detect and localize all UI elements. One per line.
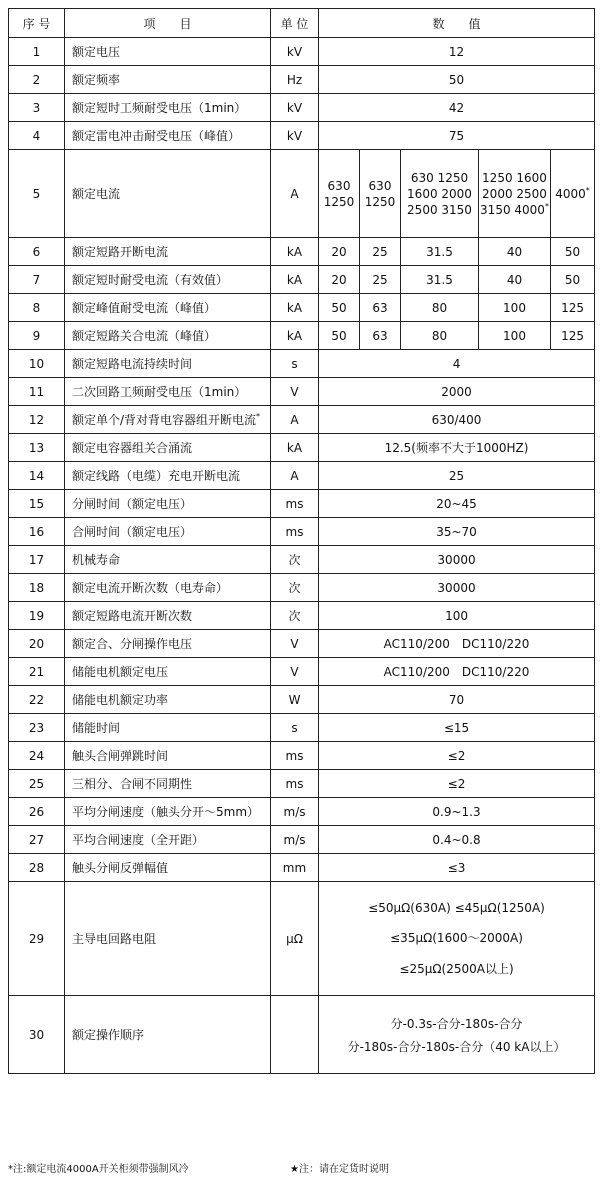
rated-current-text: 2000 2500 bbox=[482, 186, 547, 201]
row-number: 9 bbox=[9, 322, 65, 350]
row-item-text: 额定电流开断次数（电寿命） bbox=[72, 581, 229, 595]
table-row bbox=[9, 350, 595, 378]
row-value: 20~45 bbox=[319, 490, 595, 518]
row-item bbox=[65, 350, 271, 378]
row-value: 70 bbox=[319, 686, 595, 714]
spec-table bbox=[8, 8, 595, 1074]
row-item bbox=[65, 798, 271, 826]
table-row bbox=[9, 770, 595, 798]
table-row bbox=[9, 546, 595, 574]
row-item bbox=[65, 658, 271, 686]
rated-current-text: 630 bbox=[327, 178, 351, 193]
row-value: ≤2 bbox=[319, 742, 595, 770]
row-unit: A bbox=[271, 406, 319, 434]
table-row bbox=[9, 238, 595, 266]
table-row bbox=[9, 294, 595, 322]
row-number: 25 bbox=[9, 770, 65, 798]
row-number: 12 bbox=[9, 406, 65, 434]
row-value-column: 31.5 bbox=[401, 266, 479, 294]
row-unit: ms bbox=[271, 490, 319, 518]
resistance-line: ≤25μΩ(2500A以上) bbox=[399, 961, 514, 976]
rated-current-text: 4000 bbox=[555, 186, 586, 201]
row-item-text: 机械寿命 bbox=[72, 553, 121, 567]
header-item: 项 目 bbox=[65, 9, 271, 38]
row-unit: kV bbox=[271, 94, 319, 122]
row-item bbox=[65, 686, 271, 714]
row-value-column: 20 bbox=[319, 238, 360, 266]
table-row bbox=[9, 826, 595, 854]
row-item-text: 平均分闸速度（触头分开～5mm） bbox=[72, 805, 260, 819]
row-item bbox=[65, 462, 271, 490]
table-row bbox=[9, 322, 595, 350]
resistance-lines bbox=[319, 901, 594, 977]
row-number: 24 bbox=[9, 742, 65, 770]
row-number: 14 bbox=[9, 462, 65, 490]
row-number: 8 bbox=[9, 294, 65, 322]
row-unit: A bbox=[271, 462, 319, 490]
row-value-column: 80 bbox=[401, 294, 479, 322]
table-row bbox=[9, 630, 595, 658]
row-number: 10 bbox=[9, 350, 65, 378]
row-value-column: 50 bbox=[551, 238, 595, 266]
rated-current-text: 630 1250 bbox=[410, 170, 469, 185]
row-number: 30 bbox=[9, 996, 65, 1074]
rated-current-text: 2500 3150 bbox=[407, 202, 472, 217]
row-unit: W bbox=[271, 686, 319, 714]
row-value: 630/400 bbox=[319, 406, 595, 434]
row-item: 额定峰值耐受电流（峰值） bbox=[65, 294, 271, 322]
row-unit: kA bbox=[271, 266, 319, 294]
rated-current-text: 1250 bbox=[323, 194, 355, 209]
row-value-column: 20 bbox=[319, 266, 360, 294]
rated-current-cell bbox=[551, 150, 595, 238]
row-item-text: 分闸时间（额定电压） bbox=[72, 497, 193, 511]
row-item-text: 合闸时间（额定电压） bbox=[72, 525, 193, 539]
row-value: 30000 bbox=[319, 574, 595, 602]
table-row bbox=[9, 602, 595, 630]
row-value: 100 bbox=[319, 602, 595, 630]
rated-current-value bbox=[401, 202, 478, 218]
row-value-column: 40 bbox=[479, 266, 551, 294]
row-unit: μΩ bbox=[271, 882, 319, 996]
rated-current-value bbox=[551, 186, 594, 202]
row-unit: mm bbox=[271, 854, 319, 882]
row-number: 1 bbox=[9, 38, 65, 66]
row-value-column: 25 bbox=[360, 238, 401, 266]
row-number: 13 bbox=[9, 434, 65, 462]
row-item bbox=[65, 378, 271, 406]
rated-current-value bbox=[401, 170, 478, 186]
table-row bbox=[9, 854, 595, 882]
rated-current-cell bbox=[401, 150, 479, 238]
row-item-text: 额定电容器组关合涌流 bbox=[72, 441, 193, 455]
row-value-column: 25 bbox=[360, 266, 401, 294]
row-unit: 次 bbox=[271, 602, 319, 630]
row-unit: V bbox=[271, 378, 319, 406]
rated-current-value bbox=[319, 178, 359, 194]
row-number: 7 bbox=[9, 266, 65, 294]
table-row bbox=[9, 38, 595, 66]
row-value: 35~70 bbox=[319, 518, 595, 546]
table-row bbox=[9, 378, 595, 406]
row-number: 27 bbox=[9, 826, 65, 854]
row-item bbox=[65, 630, 271, 658]
row-item-text: 额定短路电流开断次数 bbox=[72, 609, 193, 623]
row-item-text: 储能电机额定电压 bbox=[72, 665, 169, 679]
row-value: 4 bbox=[319, 350, 595, 378]
rated-current-text: 1250 1600 bbox=[482, 170, 547, 185]
row-item bbox=[65, 546, 271, 574]
row-unit: kA bbox=[271, 294, 319, 322]
row-item bbox=[65, 490, 271, 518]
row-number: 19 bbox=[9, 602, 65, 630]
row-unit: s bbox=[271, 714, 319, 742]
table-row bbox=[9, 462, 595, 490]
row-number: 4 bbox=[9, 122, 65, 150]
row-unit: 次 bbox=[271, 546, 319, 574]
row-value: AC110/200 DC110/220 bbox=[319, 658, 595, 686]
row-unit: m/s bbox=[271, 798, 319, 826]
row-item: 额定雷电冲击耐受电压（峰值） bbox=[65, 122, 271, 150]
row-item bbox=[65, 574, 271, 602]
row-value: AC110/200 DC110/220 bbox=[319, 630, 595, 658]
table-row bbox=[9, 518, 595, 546]
table-row bbox=[9, 686, 595, 714]
row-unit: kV bbox=[271, 38, 319, 66]
row-unit: kA bbox=[271, 238, 319, 266]
row-value-column: 80 bbox=[401, 322, 479, 350]
rated-current-value bbox=[319, 194, 359, 210]
row-item: 额定短路开断电流 bbox=[65, 238, 271, 266]
row-number: 15 bbox=[9, 490, 65, 518]
row-item-text: 额定合、分闸操作电压 bbox=[72, 637, 193, 651]
row-item: 主导电回路电阻 bbox=[65, 882, 271, 996]
row-number: 20 bbox=[9, 630, 65, 658]
row-item bbox=[65, 742, 271, 770]
table-row bbox=[9, 490, 595, 518]
footnote-star: * bbox=[585, 185, 590, 195]
header-unit: 单 位 bbox=[271, 9, 319, 38]
row-item: 额定频率 bbox=[65, 66, 271, 94]
row-item-text: 触头合闸弹跳时间 bbox=[72, 749, 169, 763]
operating-sequence-values bbox=[319, 996, 595, 1074]
rated-current-value bbox=[360, 178, 400, 194]
row-value: 25 bbox=[319, 462, 595, 490]
row-item-text: 额定单个/背对背电容器组开断电流 bbox=[72, 413, 257, 427]
rated-current-cell bbox=[319, 150, 360, 238]
row-number: 5 bbox=[9, 150, 65, 238]
row-item: 额定操作顺序 bbox=[65, 996, 271, 1074]
row-value: 50 bbox=[319, 66, 595, 94]
rated-current-value bbox=[360, 194, 400, 210]
row-item-text: 触头分闸反弹幅值 bbox=[72, 861, 169, 875]
row-unit: s bbox=[271, 350, 319, 378]
row-value-column: 50 bbox=[319, 294, 360, 322]
row-value-column: 100 bbox=[479, 294, 551, 322]
rated-current-value bbox=[401, 186, 478, 202]
row-unit: 次 bbox=[271, 574, 319, 602]
rated-current-text: 630 bbox=[368, 178, 392, 193]
row-value-column: 63 bbox=[360, 294, 401, 322]
header-row bbox=[9, 9, 595, 38]
rated-current-cell bbox=[360, 150, 401, 238]
row-number: 18 bbox=[9, 574, 65, 602]
row-unit: kA bbox=[271, 322, 319, 350]
row-number: 28 bbox=[9, 854, 65, 882]
row-value-column: 125 bbox=[551, 322, 595, 350]
row-value: 0.9~1.3 bbox=[319, 798, 595, 826]
row-value: 75 bbox=[319, 122, 595, 150]
row-item bbox=[65, 826, 271, 854]
row-unit: Hz bbox=[271, 66, 319, 94]
rated-current-text: 1250 bbox=[364, 194, 396, 209]
resistance-values bbox=[319, 882, 595, 996]
row-item bbox=[65, 770, 271, 798]
row-value: 12.5(频率不大于1000HZ) bbox=[319, 434, 595, 462]
row-number: 29 bbox=[9, 882, 65, 996]
table-row-main-circuit-resistance bbox=[9, 882, 595, 996]
row-number: 26 bbox=[9, 798, 65, 826]
resistance-line: ≤35μΩ(1600～2000A) bbox=[390, 930, 523, 945]
row-unit: kA bbox=[271, 434, 319, 462]
row-unit: ms bbox=[271, 742, 319, 770]
table-row bbox=[9, 122, 595, 150]
row-value-column: 100 bbox=[479, 322, 551, 350]
table-row bbox=[9, 434, 595, 462]
header-value: 数 值 bbox=[319, 9, 595, 38]
row-value: 42 bbox=[319, 94, 595, 122]
table-row bbox=[9, 406, 595, 434]
table-row-operating-sequence bbox=[9, 996, 595, 1074]
footer-note-right: ★注：请在定货时说明 bbox=[290, 1164, 389, 1175]
table-row bbox=[9, 66, 595, 94]
table-row bbox=[9, 798, 595, 826]
row-number: 11 bbox=[9, 378, 65, 406]
row-item bbox=[65, 518, 271, 546]
rated-current-cell bbox=[479, 150, 551, 238]
row-item bbox=[65, 602, 271, 630]
row-number: 2 bbox=[9, 66, 65, 94]
table-row-rated-current bbox=[9, 150, 595, 238]
header-no: 序 号 bbox=[9, 9, 65, 38]
row-value-column: 40 bbox=[479, 238, 551, 266]
row-number: 16 bbox=[9, 518, 65, 546]
row-item: 额定电流 bbox=[65, 150, 271, 238]
row-item-text: 额定线路（电缆）充电开断电流 bbox=[72, 469, 241, 483]
resistance-line: ≤50μΩ(630A) ≤45μΩ(1250A) bbox=[368, 900, 545, 915]
row-item-text: 三相分、合闸不同期性 bbox=[72, 777, 193, 791]
row-item-text: 储能电机额定功率 bbox=[72, 693, 169, 707]
table-row bbox=[9, 714, 595, 742]
row-unit bbox=[271, 996, 319, 1074]
row-number: 3 bbox=[9, 94, 65, 122]
rated-current-value bbox=[479, 186, 550, 202]
row-unit: ms bbox=[271, 770, 319, 798]
rated-current-text: 1600 2000 bbox=[407, 186, 472, 201]
row-number: 17 bbox=[9, 546, 65, 574]
row-unit: V bbox=[271, 630, 319, 658]
row-item-text: 二次回路工频耐受电压（1min） bbox=[72, 385, 247, 399]
footnote-star: * bbox=[256, 412, 261, 421]
table-row bbox=[9, 574, 595, 602]
row-number: 21 bbox=[9, 658, 65, 686]
table-row bbox=[9, 742, 595, 770]
row-item-text: 储能时间 bbox=[72, 721, 121, 735]
row-unit: ms bbox=[271, 518, 319, 546]
row-value-column: 31.5 bbox=[401, 238, 479, 266]
table-row bbox=[9, 94, 595, 122]
rated-current-value bbox=[479, 202, 550, 218]
row-value: 0.4~0.8 bbox=[319, 826, 595, 854]
row-item: 额定短路关合电流（峰值） bbox=[65, 322, 271, 350]
row-value: ≤3 bbox=[319, 854, 595, 882]
row-item: 额定短时工频耐受电压（1min） bbox=[65, 94, 271, 122]
row-item-text: 平均合闸速度（全开距） bbox=[72, 833, 205, 847]
row-item-text: 额定短路电流持续时间 bbox=[72, 357, 193, 371]
row-item: 额定电压 bbox=[65, 38, 271, 66]
row-number: 6 bbox=[9, 238, 65, 266]
row-unit: V bbox=[271, 658, 319, 686]
row-number: 22 bbox=[9, 686, 65, 714]
row-value: 2000 bbox=[319, 378, 595, 406]
row-value-column: 50 bbox=[319, 322, 360, 350]
row-unit: A bbox=[271, 150, 319, 238]
operating-sequence-line: 分-180s-合分-180s-合分（40 kA以上） bbox=[347, 1039, 566, 1054]
table-row bbox=[9, 658, 595, 686]
row-value-column: 125 bbox=[551, 294, 595, 322]
row-number: 23 bbox=[9, 714, 65, 742]
row-value-column: 63 bbox=[360, 322, 401, 350]
row-value-column: 50 bbox=[551, 266, 595, 294]
row-value: ≤15 bbox=[319, 714, 595, 742]
operating-sequence-line: 分-0.3s-合分-180s-合分 bbox=[390, 1016, 523, 1031]
row-value: ≤2 bbox=[319, 770, 595, 798]
row-item bbox=[65, 714, 271, 742]
row-value: 30000 bbox=[319, 546, 595, 574]
operating-sequence-lines bbox=[319, 1015, 594, 1055]
rated-current-value bbox=[479, 170, 550, 186]
rated-current-text: 3150 4000 bbox=[480, 202, 545, 217]
row-item: 额定短时耐受电流（有效值） bbox=[65, 266, 271, 294]
footer-note-left: *注:额定电流4000A开关柜须带强制风冷 bbox=[8, 1164, 189, 1175]
footnote-star: * bbox=[544, 201, 549, 211]
row-item bbox=[65, 434, 271, 462]
row-unit: m/s bbox=[271, 826, 319, 854]
row-item bbox=[65, 406, 271, 434]
table-row bbox=[9, 266, 595, 294]
row-value: 12 bbox=[319, 38, 595, 66]
row-item bbox=[65, 854, 271, 882]
row-unit: kV bbox=[271, 122, 319, 150]
